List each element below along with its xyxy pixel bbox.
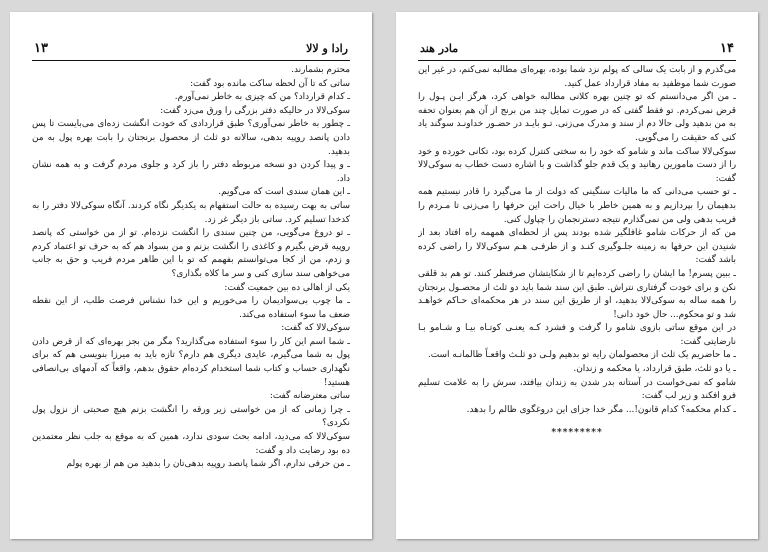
- paragraph: سوکی‌لالا که گفت:: [281, 323, 350, 334]
- paragraph: ـ یا دو ثلث، طبق قرارداد، یا محکمه و زندان.: [573, 364, 736, 375]
- paragraph: سوکی‌لالا که می‌دید، ادامه بحث سودی ندارد، همین که به موقع به جلب نظر معتمدین ده بود رضایت داد و گفت:: [32, 432, 350, 456]
- paragraph: یکی از اهالی ده بین جمعیت گفت:: [224, 282, 350, 293]
- paragraph: ساتی که تا آن لحظه ساکت مانده بود گفت:: [190, 78, 350, 89]
- paragraph: می‌گذرم و از بابت یک سالی که پولم نزد شما بوده، بهره‌ای مطالبه نمی‌کنم، در غیر این صورت شما موظفید به مفاد قرارداد عمل کنید.: [418, 65, 736, 89]
- paragraph: ـ ما حاضریم یک ثلث از محصولمان رایه تو بدهیم ولـی دو ثلـث واقعـاً ظالمانـه است.: [427, 350, 736, 361]
- paragraph: در این موقع ساتی بازوی شامو را گرفت و فشرد کـه یعنـی کوتـاه بیـا و شـامو بـا نارضایتی گفت:: [418, 323, 736, 347]
- paragraph: ـ من اگر می‌دانستم که تو چنین بهره کلانی مطالبه خواهی کرد، هرگز ایـن پـول را قرض نمی‌کردم. تو فقط گفتی که در صورت تمایل چند من برنج از آن هم بعنوان تحفه به من بدهید ولی حالا دم از سند و مدرک می‌زنی. تـو بایـد در حضـور خداونـد سوگند یاد کنی که حقیقت را می‌گویی.: [418, 92, 736, 143]
- paragraph: ـ و پیدا کردن دو نسخه مربوطه دفتر را باز کرد و جلوی مردم گرفت و به همه نشان داد.: [32, 160, 350, 184]
- paragraph: ـ تو حسب می‌دانی که ما مالیات سنگینی که دولت از ما می‌گیرد را قادر نیستیم همه بدهیمان را بپردازیم و به همین خاطر با خیال راحت این حرفها را می‌زنی تا مـردم را فریب بدهی ولی من نمی‌گذارم نتیجه دسترنجمان را چپاول کنی.: [418, 187, 736, 225]
- paragraph: ـ شما اسم این کار را سوء استفاده می‌گذارید؟ مگر من بجز بهره‌ای که از قرض دادن پول به شما می‌گیرم، عایدی دیگری هم دارم؟ تازه باید به میرزا بنویسی هم که برای نگهداری حساب و کتاب شما استخدام کرده‌ام حقوق بدهم، واقعاً که آدمهای بی‌انصافی هستید!: [32, 336, 350, 388]
- paragraph: محترم بشمارند.: [291, 65, 350, 75]
- paragraph: شامو که نمی‌خواست در آستانه بدر شدن به زندان بیافتد، سرش را به علامت تسلیم فرو افکند و زیر لب گفت:: [418, 377, 736, 402]
- paragraph: ـ کدام قرارداد؟ من که چیزی به خاطر نمی‌آورم.: [174, 92, 350, 103]
- page-body: [32, 64, 350, 531]
- paragraph: ساتی معترضانه گفت:: [269, 391, 350, 402]
- section-separator: *********: [551, 428, 603, 439]
- running-title: مادر هند: [420, 42, 459, 55]
- paragraph: ـ ببین پسرم! ما ایشان را راضی کرده‌ایم تا از شکایتشان صرفنظر کنند. تو هم بد قلقی نکن و برای خودت گرفتاری نتراش. طبق این سند شما باید دو ثلث از محصـول برنجتان را همه ساله به سوکی‌لالا بدهید، او از طریق این سند در هر محکمه‌ای حـاکم خواهـد شد و تو محکوم... حال خود دانی!: [418, 268, 736, 320]
- paragraph: من که از حرکات شامو غافلگیر شده بودند پس از لحظه‌ای همهمه راه افتاد بعد از شنیدن این حرفها به زمینه جلـوگیری کنـد و از طرفـی هـم سوکی‌لالا را راضی کرده باشد گفت:: [418, 228, 736, 266]
- paragraph: ساتی به بهت رسیده به حالت استفهام به یکدیگر نگاه کردند. آنگاه سوکی‌لالا دفتر را به کدخدا تسلیم کرد. ساتی باز دیگر غر زد.: [32, 200, 350, 225]
- running-title: رادا و لالا: [306, 42, 348, 55]
- left-page: [10, 12, 372, 539]
- page-body: [418, 64, 736, 531]
- paragraph: ـ این همان سندی است که می‌گویم.: [218, 187, 350, 198]
- paragraph: ـ کدام محکمه؟ کدام قانون!... مگر خدا جزای این دروغگوی ظالم را بدهد.: [466, 404, 736, 415]
- right-page: [396, 12, 758, 539]
- page-header: [32, 38, 350, 61]
- paragraph: ـ تو دروغ می‌گویی، من چنین سندی را انگشت نزده‌ام. تو از من خواستی که پانصد روپیه قرض بگیرم و کاغذی را انگشت بزنم و من بسواد هم که به حرف تو اعتماد کردم و زدم، من از کجا می‌توانستم بفهمم که تو با این ظاهر مردم فریب و حق به جانب می‌خواهی سند سازی کنی و سر ما کلاه بگذاری؟: [32, 228, 350, 279]
- page-number: ۱۴: [720, 41, 734, 56]
- page-number: ۱۳: [34, 41, 48, 56]
- paragraph: ـ ما چوب بی‌سوادیمان را می‌خوریم و این خدا نشناس فرصت طلب، از این نقطه ضعف ما سوء استفاده می‌کند.: [32, 296, 350, 320]
- paragraph: ـ چرا زمانی که از من خواستی زیر ورقه را انگشت بزنم هیچ صحبتی از نزول پول نکردی؟: [32, 404, 350, 429]
- paragraph: سوکی‌لالا ساکت ماند و شامو که خود را به سختی کنترل کرده بود، تکانی خورده و خود را از دست مامورین رهانید و یک قدم جلو گذاشت و با اشاره دست خطاب به سوکی‌لالا گفت:: [418, 146, 736, 184]
- paragraph: ـ من حرفی ندارم، اگر شما پانصد روپیه بدهی‌تان را بدهید من هم از بهره پولم: [66, 459, 350, 470]
- paragraph: سوکی‌لالا در حالیکه دفتر بزرگی را ورق می‌زد گفت:: [160, 105, 350, 116]
- page-header: [418, 38, 736, 61]
- paragraph: ـ چطور به خاطر نمی‌آوری؟ طبق قراردادی که خودت انگشت زده‌ای می‌بایست تا پس دادن پانصد روپیه بدهی، سالانه دو ثلث از محصول برنجتان را بابت بهره پول به من بدهید.: [32, 119, 350, 157]
